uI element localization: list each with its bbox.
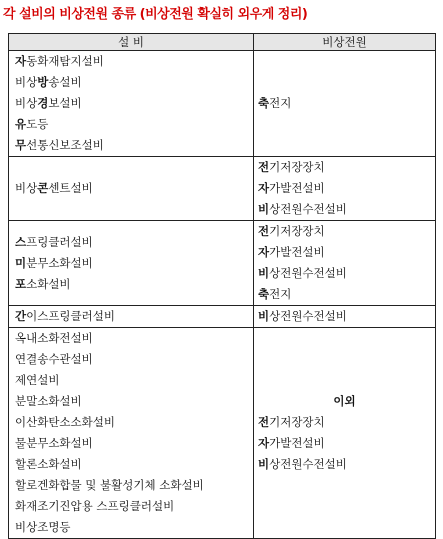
line-key-letter: 간 [15, 309, 27, 323]
power-item [254, 391, 435, 412]
line-rest: 상전원수전설비 [269, 457, 347, 471]
line-key-letter: 전 [258, 415, 270, 429]
power-item [254, 433, 435, 454]
line-prefix: 비상 [15, 96, 38, 110]
line-rest: 송설비 [48, 75, 82, 89]
line-rest: 옥내소화전설비 [15, 331, 93, 345]
power-heading-text: 이외 [333, 394, 356, 408]
power-item [254, 306, 435, 327]
power-item [254, 454, 435, 475]
equipment-item [9, 412, 253, 433]
equipment-cell [9, 51, 254, 157]
line-key-letter: 전 [258, 224, 270, 238]
header-equipment: 설 비 [9, 34, 254, 51]
equipment-item [9, 93, 253, 114]
table-row [9, 328, 436, 539]
power-item [254, 221, 435, 242]
power-item [254, 284, 435, 305]
equipment-item [9, 454, 253, 475]
line-rest: 기저장장치 [269, 160, 325, 174]
equipment-item [9, 178, 253, 199]
power-item [254, 263, 435, 284]
equipment-cell [9, 157, 254, 221]
equipment-item [9, 328, 253, 349]
line-rest: 센트설비 [48, 181, 93, 195]
line-key-letter: 축 [258, 287, 270, 301]
line-key-letter: 비 [258, 202, 270, 216]
table-header-row [9, 34, 436, 51]
equipment-cell [9, 221, 254, 306]
equipment-cell [9, 306, 254, 328]
table-row [9, 221, 436, 306]
header-power: 비상전원 [254, 34, 436, 51]
line-key-letter: 무 [15, 138, 27, 152]
power-cell [254, 157, 436, 221]
table-row [9, 157, 436, 221]
line-rest: 가발전설비 [269, 181, 325, 195]
line-rest: 전지 [269, 287, 292, 301]
power-cell [254, 328, 436, 539]
power-item [254, 412, 435, 433]
power-cell [254, 51, 436, 157]
line-key-letter: 전 [258, 160, 270, 174]
equipment-cell [9, 328, 254, 539]
line-rest: 전지 [269, 96, 292, 110]
equipment-item [9, 253, 253, 274]
page-title: 각 설비의 비상전원 종류 (비상전원 확실히 외우게 정리) [3, 7, 308, 22]
equipment-item [9, 306, 253, 327]
line-rest: 보설비 [48, 96, 82, 110]
line-key-letter: 자 [258, 436, 270, 450]
line-rest: 프링클러설비 [26, 234, 93, 249]
equipment-item [9, 391, 253, 412]
line-rest: 비상조명등 [15, 520, 71, 534]
line-rest: 제연설비 [15, 373, 60, 387]
line-rest: 기저장장치 [269, 415, 325, 429]
line-rest: 이스프링클러설비 [26, 309, 115, 323]
line-key-letter: 비 [258, 309, 270, 323]
line-key-letter: 자 [15, 54, 27, 68]
equipment-item [9, 232, 253, 253]
equipment-item [9, 114, 253, 135]
power-item [254, 178, 435, 199]
line-rest: 물분무소화설비 [15, 436, 93, 450]
equipment-item [9, 135, 253, 156]
line-key-letter: 콘 [37, 181, 49, 195]
equipment-item [9, 475, 253, 496]
line-rest: 소화설비 [26, 276, 71, 291]
power-item [254, 157, 435, 178]
power-cell [254, 221, 436, 306]
line-rest: 이산화탄소소화설비 [15, 415, 115, 429]
power-cell [254, 306, 436, 328]
line-rest: 동화재탐지설비 [26, 54, 104, 68]
line-key-letter: 자 [258, 245, 270, 259]
line-rest: 화재조기진압용 스프링클러설비 [15, 499, 175, 513]
line-rest: 상전원수전설비 [269, 202, 347, 216]
power-item [254, 199, 435, 220]
table-row [9, 306, 436, 328]
line-key-letter: 비 [258, 457, 270, 471]
equipment-item [9, 349, 253, 370]
line-rest: 상전원수전설비 [269, 309, 347, 323]
power-source-table [8, 33, 436, 539]
line-key-letter: 축 [258, 96, 270, 110]
line-key-letter: 비 [258, 266, 270, 280]
line-rest: 가발전설비 [269, 245, 325, 259]
line-prefix: 비상 [15, 75, 38, 89]
line-rest: 상전원수전설비 [269, 266, 347, 280]
line-rest: 할로겐화합물 및 불활성기체 소화설비 [15, 478, 204, 492]
equipment-item [9, 370, 253, 391]
line-rest: 기저장장치 [269, 224, 325, 238]
table-row [9, 51, 436, 157]
line-rest: 선통신보조설비 [26, 138, 104, 152]
line-key-letter: 경 [37, 96, 49, 110]
equipment-item [9, 517, 253, 538]
line-key-letter: 포 [15, 276, 27, 291]
line-rest: 연결송수관설비 [15, 352, 93, 366]
equipment-item [9, 433, 253, 454]
line-rest: 분말소화설비 [15, 394, 82, 408]
line-rest: 할론소화설비 [15, 457, 82, 471]
line-rest: 분무소화설비 [26, 255, 93, 270]
equipment-item [9, 72, 253, 93]
equipment-item [9, 274, 253, 295]
line-key-letter: 미 [15, 255, 27, 270]
power-item [254, 242, 435, 263]
line-prefix: 비상 [15, 181, 38, 195]
line-key-letter: 유 [15, 117, 27, 131]
line-key-letter: 방 [37, 75, 49, 89]
equipment-item [9, 496, 253, 517]
line-key-letter: 스 [15, 234, 27, 249]
line-key-letter: 자 [258, 181, 270, 195]
power-item [254, 93, 435, 114]
equipment-item [9, 51, 253, 72]
line-rest: 가발전설비 [269, 436, 325, 450]
line-rest: 도등 [26, 117, 49, 131]
